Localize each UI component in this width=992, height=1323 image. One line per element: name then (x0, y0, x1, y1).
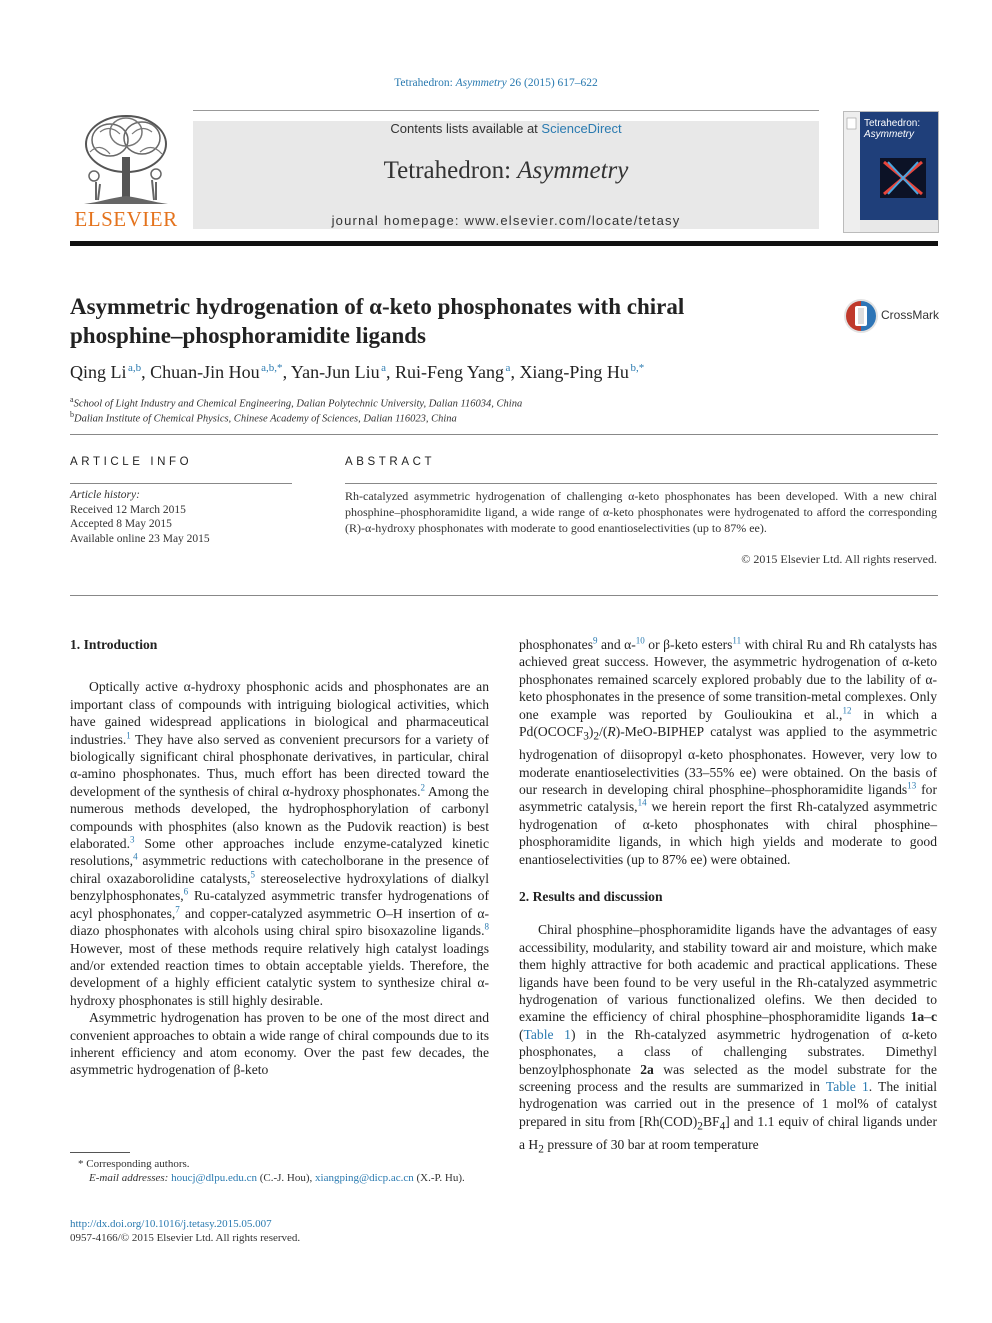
section-heading-introduction: 1. Introduction (70, 637, 158, 652)
cover-title-line1: Tetrahedron: (864, 118, 921, 129)
ref-link[interactable]: 14 (637, 797, 647, 808)
author[interactable] (70, 362, 141, 382)
footnote-rule (70, 1152, 130, 1153)
history-accepted: Accepted 8 May 2015 (70, 518, 172, 530)
history-received: Received 12 March 2015 (70, 503, 186, 516)
author-name: Yan-Jun Liu (290, 362, 380, 382)
journal-cover-image (843, 111, 939, 233)
crossmark-label: CrossMark (881, 308, 940, 322)
crossmark-icon (843, 298, 879, 334)
divider (70, 483, 292, 484)
ref-link[interactable]: 12 (842, 705, 852, 716)
publisher-wordmark: ELSEVIER (74, 207, 178, 231)
journal-citation[interactable] (0, 77, 992, 89)
article-history (70, 488, 300, 546)
ref-link[interactable]: 1 (126, 730, 131, 741)
doi-link[interactable]: http://dx.doi.org/10.1016/j.tetasy.2015.05.007 (70, 1218, 272, 1230)
journal-title-plain: Tetrahedron: (383, 157, 512, 184)
intro-paragraph: Optically active α-hydroxy phosphonic acids and phosphonates are an important class of compounds with intriguing biological activities, which have gained widespread applications in biological and pharmaceutical industries.$^1$ They have also served as convenient precursors for a variety of biologically significant chiral phosphonate derivatives, in particular, chiral α-amino phosphonates. Thus, much effort has been directed toward the development of the synthesis of chiral α-hydroxy phosphonates.$^2$ Among the numerous methods developed, the hydrophosphorylation of carbonyl compounds with phosphites (also known as the Pudovik reaction) is best elaborated.$^3$ Some other approaches include enzyme-catalyzed kinetic resolutions,$^4$ asymmetric reductions with catecholborane in the presence of chiral oxazaborolidine catalysts,$^5$ stereoselective hydroxylations of dialkyl benzylphosphonates,$^6$ Ru-catalyzed asymmetric transfer hydrogenations of acyl phosphonates,$^7$ and copper-catalyzed asymmetric O–H insertion of α-diazo phosphonates with alcohols using chiral spiro bisoxazoline ligands.$^8$ However, most of these methods require relatively high catalyst loadings and/or extended reaction times to obtain acceptable yields. Therefore, the development of a highly efficient catalytic system to synthesize chiral α-hydroxy phosphonates is still highly desirable. (70, 679, 490, 1008)
author-name: Xiang-Ping Hu (519, 362, 629, 382)
article-title-line2: phosphine–phosphoramidite ligands (70, 323, 426, 348)
affiliation-marker: b (70, 410, 74, 419)
affiliation-text: School of Light Industry and Chemical Engineering, Dalian Polytechnic University, Dalian 116034, China (73, 398, 523, 410)
abstract-copyright: © 2015 Elsevier Ltd. All rights reserved. (741, 552, 937, 566)
email-owner: (C.-J. Hou), (259, 1172, 313, 1184)
ref-link[interactable]: 4 (133, 851, 138, 862)
citation-journal-italic: Asymmetry (455, 77, 507, 89)
footnotes (70, 1157, 489, 1185)
ref-link[interactable]: 10 (635, 635, 645, 646)
ref-link[interactable]: 7 (175, 904, 180, 915)
ref-link[interactable]: 2 (420, 782, 425, 793)
email-label: E-mail addresses: (89, 1172, 169, 1184)
email-owner: (X.-P. Hu). (416, 1172, 465, 1184)
table-1-link[interactable]: Table 1 (825, 1079, 869, 1095)
journal-title-italic: Asymmetry (517, 157, 629, 184)
abstract-heading: ABSTRACT (345, 456, 436, 468)
email-addresses (70, 1171, 489, 1185)
contents-prefix: Contents lists available at (390, 121, 538, 136)
citation-volume-pages: 26 (2015) 617–622 (509, 77, 598, 89)
affiliation (70, 395, 522, 410)
author-affiliation-marker[interactable]: a,b,* (261, 362, 283, 374)
divider (70, 434, 938, 435)
section-heading-results: 2. Results and discussion (519, 889, 663, 904)
history-label: Article history: (70, 489, 140, 501)
author-affiliation-marker[interactable]: a (381, 362, 386, 374)
author-name: Rui-Feng Yang (395, 362, 505, 382)
ref-link[interactable]: 6 (183, 886, 189, 897)
ref-link[interactable]: 9 (593, 635, 598, 646)
author[interactable] (291, 362, 386, 382)
ref-link[interactable]: 11 (732, 635, 742, 646)
intro-paragraph-continued: phosphonates$^9$ and α-$^{10}$ or β-keto esters$^{11}$ with chiral Ru and Rh catalysts has achieved great success. However, the asymmetric hydrogenation of α-keto phosphonates remained scarcely explored probably due to the lability of α-keto phosphonates in the presence of some transition-metal complexes. Only one example was reported by Goulioukina et al.,$^{12}$ in which a $Pd(OCOCF_3)_2/(R)-MeO$-BIPHEP catalyst was applied to the asymmetric hydrogenation of diisopropyl α-keto phosphonates. However, very low to moderate enantioselectivities (33–55% ee) were obtained. On the basis of our research in developing chiral phosphine–phosphoramidite ligands$^{13}$ for asymmetric catalysis,$^{14}$ we herein report the first Rh-catalyzed asymmetric hydrogenation of α-keto phosphonates with chiral phosphine–phosphoramidite ligands, in which high yields and moderate to good enantioselectivities (up to 87% ee) were obtained. (519, 635, 937, 867)
left-column (70, 636, 489, 1079)
header-top-rule (193, 110, 819, 111)
ref-link[interactable]: 5 (250, 869, 255, 880)
table-1-link[interactable]: Table 1 (523, 1026, 571, 1042)
intro-paragraph: Asymmetric hydrogenation has proven to be one of the most direct and convenient approaches to obtain a wide range of chiral compounds due to its inherent efficiency and atom economy. Over the past few decades, the asymmetric hydrogenation of β-keto (70, 1010, 489, 1078)
contents-available-line (193, 121, 819, 136)
author[interactable] (519, 362, 644, 382)
author-name: Qing Li (70, 362, 127, 382)
author[interactable] (395, 362, 510, 382)
cover-title-line2: Asymmetry (864, 129, 914, 140)
results-paragraph: Chiral phosphine–phosphoramidite ligands have the advantages of easy accessibility, modularity, and stability toward air and moisture, which make them highly attractive for both academic and practical applications. These ligands have been found to be very useful in the Rh-catalyzed asymmetric hydrogenation of various functionalized olefins. We then decided to examine the efficiency of chiral phosphine–phosphoramidite ligands 1a–c (Table 1) in the Rh-catalyzed asymmetric hydrogenation of α-keto phosphonates, a class of challenging substrates. Dimethyl benzoylphosphonate 2a was selected as the model substrate for the screening process and the results are summarized in Table 1. The initial hydrogenation was carried out in the presence of 1 mol% of catalyst prepared in situ from $[Rh(COD)_2BF_4]$ and 1.1 equiv of chiral ligands under a $H_2$ pressure of 30 bar at room temperature (519, 922, 937, 1156)
elsevier-tree-icon (70, 112, 182, 212)
journal-masthead (193, 121, 819, 229)
author-affiliation-marker[interactable]: a,b (128, 362, 142, 374)
author-list: Qing Li $^{a,b}$, Chuan-Jin Hou $^{a,b,*}$, Yan-Jun Liu $^a$, Rui-Feng Yang $^a$, Xiang-Ping Hu $^{b,*}$ (70, 362, 645, 382)
crossmark-badge[interactable] (843, 298, 943, 334)
article-title-line1: Asymmetric hydrogenation of α-keto phosphonates with chiral (70, 294, 685, 319)
email-link-hu[interactable]: xiangping@dicp.ac.cn (315, 1172, 414, 1184)
ref-link[interactable]: 8 (484, 921, 489, 932)
abstract-text: Rh-catalyzed asymmetric hydrogenation of challenging α-keto phosphonates has been developed. With a new chiral phosphine–phosphoramidite ligand, a wide range of α-keto phosphonates were hydrogenated to afford the corresponding (R)-α-hydroxy phosphonates with moderate to good enantioselectivities (up to 87% ee). (345, 489, 937, 535)
elsevier-logo (70, 112, 182, 234)
issn-copyright: 0957-4166/© 2015 Elsevier Ltd. All rights reserved. (70, 1232, 301, 1244)
author[interactable] (150, 362, 282, 382)
email-link-hou[interactable]: houcj@dlpu.edu.cn (171, 1172, 257, 1184)
header-thick-rule (70, 241, 938, 246)
cover-title (864, 118, 920, 140)
author-name: Chuan-Jin Hou (150, 362, 260, 382)
journal-title (193, 157, 819, 185)
sciencedirect-link[interactable]: ScienceDirect (541, 121, 622, 136)
right-column (519, 636, 937, 1159)
corresponding-note: * Corresponding authors. (78, 1158, 190, 1170)
author-affiliation-marker[interactable]: b,* (630, 362, 645, 374)
ref-link[interactable]: 3 (130, 834, 135, 845)
affiliation-text: Dalian Institute of Chemical Physics, Chinese Academy of Sciences, Dalian 116023, China (74, 413, 457, 425)
divider (345, 483, 937, 484)
ref-link[interactable]: 13 (907, 780, 917, 791)
doi-block (70, 1217, 300, 1245)
journal-homepage[interactable]: journal homepage: www.elsevier.com/locate/tetasy (331, 213, 681, 228)
history-online: Available online 23 May 2015 (70, 532, 210, 545)
affiliation (70, 410, 457, 425)
article-info-heading: ARTICLE INFO (70, 456, 193, 468)
affiliation-marker: a (70, 395, 74, 404)
citation-journal: Tetrahedron: (394, 77, 453, 89)
author-affiliation-marker[interactable]: a (505, 362, 511, 374)
divider (70, 595, 938, 596)
article-title (70, 292, 810, 350)
